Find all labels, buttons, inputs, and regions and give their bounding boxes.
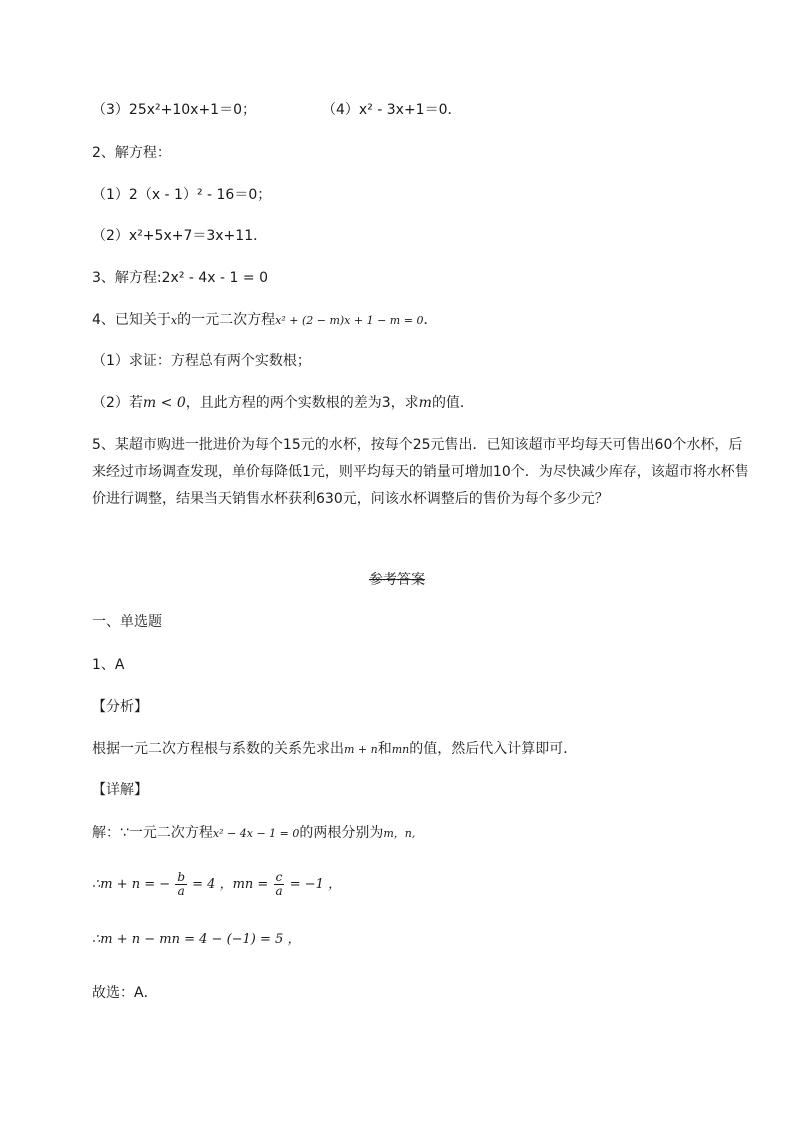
question-4-part-2: （2）若m < 0，且此方程的两个实数根的差为3，求m的值． (92, 395, 474, 411)
question-2-title: 2、解方程： (92, 145, 171, 161)
question-3: 3、解方程:2x² - 4x - 1 = 0 (92, 270, 268, 286)
solution-line-1: 解：∵一元二次方程x² − 4x − 1 = 0的两根分别为m，n, (92, 825, 416, 841)
quadratic-equation: x² + (2 − m)x + 1 − m = 0 (275, 314, 424, 327)
answer-item-1: 1、A (92, 657, 125, 673)
section-heading: 一、单选题 (92, 614, 162, 630)
fraction-c-over-a: $\frac{c}{a}$ (275, 870, 283, 898)
problem-1-4 (322, 100, 462, 120)
conclusion: 故选：A． (92, 985, 158, 1001)
question-4: 4、已知关于x的一元二次方程x² + (2 − m)x + 1 − m = 0． (92, 312, 438, 328)
question-2-part-2: （2）x²+5x+7＝3x+11． (92, 228, 268, 244)
fraction-b-over-a: $\frac{b}{a}$ (177, 870, 186, 898)
detail-tag: 【详解】 (92, 782, 148, 798)
question-2-part-1: （1）2（x - 1）² - 16＝0； (92, 187, 272, 203)
variable-m: m (418, 395, 432, 411)
variable-x: x (170, 314, 178, 327)
equation-3: （3）25x²+10x+1＝0； (92, 102, 256, 118)
answer-title: 参考答案 (369, 572, 425, 588)
problem-1-3 (92, 100, 256, 120)
analysis-tag: 【分析】 (92, 699, 148, 715)
solution-step-1: ∴m + n = − $\frac{b}{a}$ = 4 ，mn = $\frac{c}{a}$ = −1 ， (92, 870, 342, 898)
analysis-text: 根据一元二次方程根与系数的关系先求出m + n和mn的值，然后代入计算即可． (92, 741, 578, 757)
question-4-part-1: （1）求证：方程总有两个实数根； (92, 353, 311, 369)
solution-step-2: ∴m + n − mn = 4 − (−1) = 5 ， (92, 932, 301, 947)
equation-4: （4）x² - 3x+1＝0． (322, 102, 462, 118)
question-5: 5、某超市购进一批进价为每个15元的水杯，按每个25元售出．已知该超市平均每天可售出60个水杯，后来经过市场调查发现，单价每降低1元，则平均每天的销量可增加10个．为尽快减少库存，该超市将水杯售价进行调整，结果当天销售水杯获利630元，问该水杯调整后的售价为每个多少元？ (92, 437, 749, 507)
condition-m: m < 0 (142, 395, 186, 411)
